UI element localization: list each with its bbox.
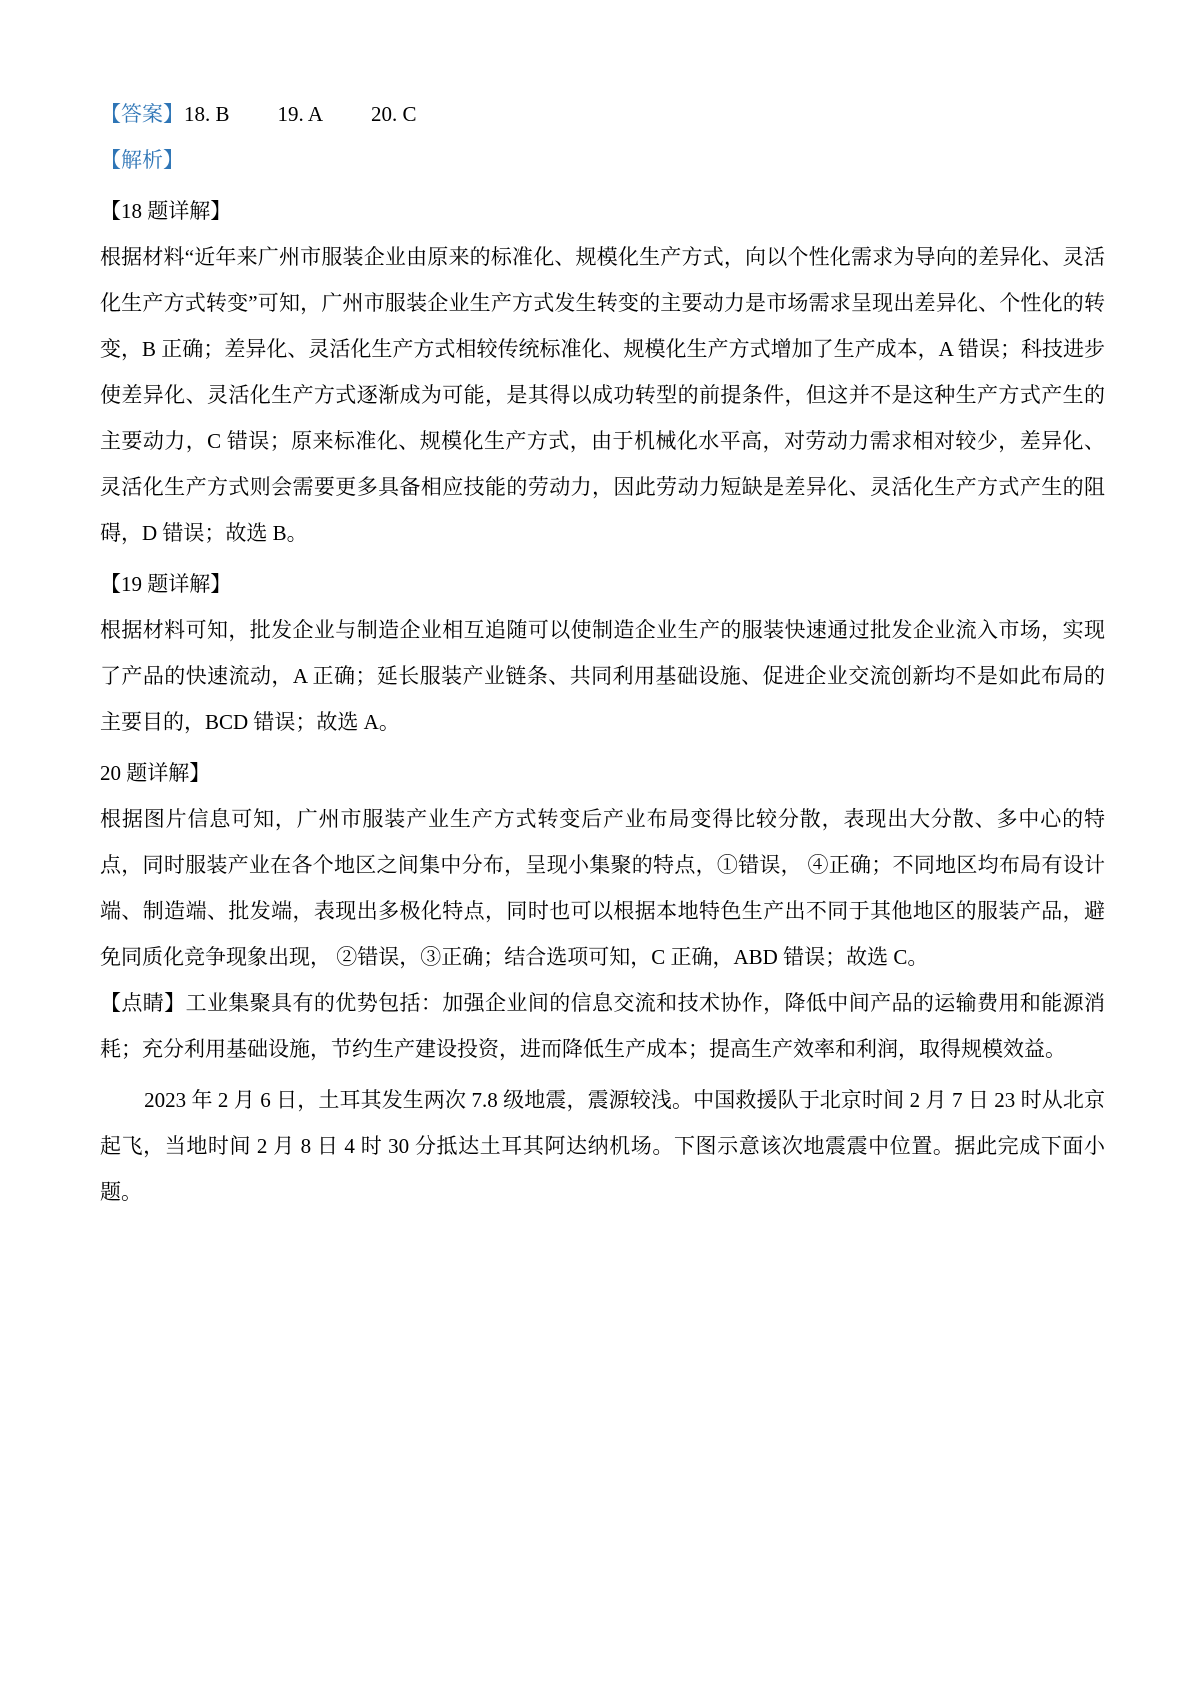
section-19-heading: 【19 题详解】 <box>100 572 232 596</box>
answer-item-20: 20. C <box>371 102 417 126</box>
section-19-body: 根据材料可知，批发企业与制造企业相互追随可以使制造企业生产的服装快速通过批发企业流入市场，实现了产品的快速流动，A 正确；延长服装产业链条、共同利用基础设施、促进企业交流创新均不是如此布局的主要目的，BCD 错误；故选 A。 <box>100 618 1105 734</box>
answer-item-18: 18. B <box>184 102 230 126</box>
answer-line <box>100 91 1105 137</box>
analysis-label: 【解析】 <box>100 148 184 172</box>
section-20-heading: 20 题详解】 <box>100 761 211 785</box>
closing-paragraph: 2023 年 2 月 6 日，土耳其发生两次 7.8 级地震，震源较浅。中国救援队于北京时间 2 月 7 日 23 时从北京起飞，当地时间 2 月 8 日 4 时 30 分抵达土耳其阿达纳机场。下图示意该次地震震中位置。据此完成下面小题。 <box>100 1088 1105 1204</box>
tip-paragraph: 【点睛】工业集聚具有的优势包括：加强企业间的信息交流和技术协作，降低中间产品的运输费用和能源消耗；充分利用基础设施，节约生产建设投资，进而降低生产成本；提高生产效率和利润，取得规模效益。 <box>100 991 1105 1061</box>
section-18-heading: 【18 题详解】 <box>100 199 232 223</box>
section-18-body: 根据材料“近年来广州市服装企业由原来的标准化、规模化生产方式，向以个性化需求为导向的差异化、灵活化生产方式转变”可知，广州市服装企业生产方式发生转变的主要动力是市场需求呈现出差异化、个性化的转变，B 正确；差异化、灵活化生产方式相较传统标准化、规模化生产方式增加了生产成本，A 错误；科技进步使差异化、灵活化生产方式逐渐成为可能，是其得以成功转型的前提条件，但这并不是这种生产方式产生的主要动力，C 错误；原来标准化、规模化生产方式，由于机械化水平高，对劳动力需求相对较少，差异化、灵活化生产方式则会需要更多具备相应技能的劳动力，因此劳动力短缺是差异化、灵活化生产方式产生的阻碍，D 错误；故选 B。 <box>100 245 1105 545</box>
answer-label: 【答案】 <box>100 102 184 126</box>
section-20-body: 根据图片信息可知，广州市服装产业生产方式转变后产业布局变得比较分散，表现出大分散、多中心的特点，同时服装产业在各个地区之间集中分布，呈现小集聚的特点，①错误， ④正确；不同地区均布局有设计端、制造端、批发端，表现出多极化特点，同时也可以根据本地特色生产出不同于其他地区的服装产品，避免同质化竞争现象出现， ②错误，③正确；结合选项可知，C 正确，ABD 错误；故选 C。 <box>100 807 1105 969</box>
answer-item-19: 19. A <box>277 102 324 126</box>
